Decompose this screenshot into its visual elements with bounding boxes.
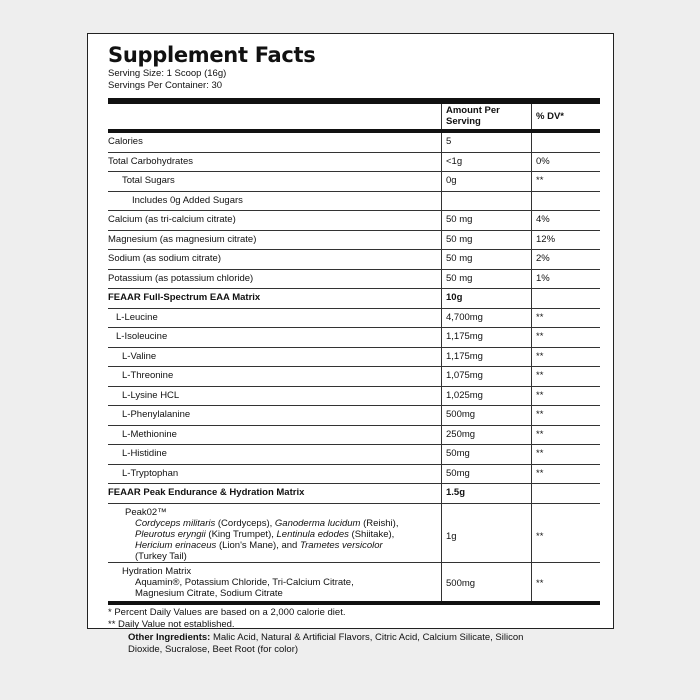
peak02-name: Peak02™ <box>125 506 167 518</box>
table-row <box>108 133 600 153</box>
column-header-row <box>108 104 600 129</box>
serving-size: Serving Size: 1 Scoop (16g) <box>108 68 227 79</box>
peak02-dv: ** <box>536 530 544 542</box>
table-row <box>108 192 600 212</box>
table-row <box>108 328 600 348</box>
nutrient-name: Total Carbohydrates <box>108 155 194 167</box>
dv-header: % DV* <box>536 111 564 122</box>
table-row <box>108 270 600 290</box>
nutrient-dv: ** <box>536 311 544 323</box>
nutrient-dv: ** <box>536 428 544 440</box>
hydration-block <box>108 563 600 601</box>
table-row <box>108 289 600 309</box>
nutrient-name: L-Phenylalanine <box>122 409 191 420</box>
nutrient-dv: 2% <box>536 253 550 264</box>
peak02-amount: 1g <box>446 530 457 542</box>
nutrient-name: Includes 0g Added Sugars <box>132 194 243 206</box>
nutrient-amount: 1.5g <box>446 487 466 498</box>
nutrient-dv: ** <box>536 175 544 186</box>
table-row <box>108 387 600 407</box>
facts-title: Supplement Facts <box>108 43 316 67</box>
hydration-ingredients: Aquamin®, Potassium Chloride, Tri-Calcium Citrate, Magnesium Citrate, Sodium Citrate <box>135 576 354 599</box>
hydration-dv: ** <box>536 577 544 589</box>
table-row <box>108 406 600 426</box>
table-row <box>108 309 600 329</box>
nutrient-amount: 1,075mg <box>446 370 483 381</box>
table-row <box>108 250 600 270</box>
other-ingredients-text: Malic Acid, Natural & Artificial Flavors, Citric Acid, Calcium Silicate, Silicon Dioxide, Sucralose, Beet Root (for color) <box>128 632 524 655</box>
nutrient-dv: ** <box>536 370 544 381</box>
nutrient-amount: 4,700mg <box>446 311 483 323</box>
nutrient-dv: ** <box>536 331 544 342</box>
nutrient-name: L-Methionine <box>122 428 177 440</box>
nutrient-amount: 50 mg <box>446 233 473 245</box>
nutrient-amount: 5 <box>446 136 452 147</box>
peak02-block <box>108 504 600 563</box>
nutrient-amount: 500mg <box>446 409 476 420</box>
nutrient-name: Total Sugars <box>122 175 175 186</box>
hydration-name: Hydration Matrix <box>122 565 192 577</box>
nutrient-name: L-Leucine <box>116 311 158 323</box>
table-row <box>108 348 600 368</box>
table-row <box>108 367 600 387</box>
other-ingredients-label: Other Ingredients: <box>128 632 211 643</box>
nutrient-name: Magnesium (as magnesium citrate) <box>108 233 257 245</box>
nutrient-amount: 10g <box>446 292 463 303</box>
nutrient-name: L-Tryptophan <box>122 467 179 479</box>
facts-content <box>108 42 600 631</box>
nutrient-amount: 50 mg <box>446 253 473 264</box>
nutrient-amount: 1,175mg <box>446 331 483 342</box>
nutrient-amount: 50mg <box>446 467 470 479</box>
hydration-amount: 500mg <box>446 577 476 589</box>
nutrient-amount: 50mg <box>446 448 470 459</box>
table-row <box>108 426 600 446</box>
nutrient-dv: ** <box>536 409 544 420</box>
nutrient-amount: 50 mg <box>446 272 473 284</box>
nutrient-dv: ** <box>536 350 544 362</box>
nutrient-dv: 4% <box>536 214 550 225</box>
nutrient-name: FEAAR Peak Endurance & Hydration Matrix <box>108 487 305 498</box>
footnotes <box>108 605 600 631</box>
nutrient-name: FEAAR Full-Spectrum EAA Matrix <box>108 292 261 303</box>
table-row <box>108 231 600 251</box>
nutrient-name: L-Threonine <box>122 370 174 381</box>
peak02-ingredients: Cordyceps militaris (Cordyceps), Ganoderma lucidum (Reishi), Pleurotus eryngii (King Trumpet), Lentinula edodes (Shiitake), Hericium erinaceus (Lion's Mane), and Trametes versicolor (Turkey Tail) <box>135 517 399 562</box>
nutrient-amount: 0g <box>446 175 457 186</box>
nutrient-name: Potassium (as potassium chloride) <box>108 272 254 284</box>
amount-header: Amount Per Serving <box>446 105 500 127</box>
other-ingredients <box>128 632 548 656</box>
nutrient-name: L-Histidine <box>122 448 167 459</box>
nutrient-dv: ** <box>536 448 544 459</box>
nutrient-amount: 50 mg <box>446 214 473 225</box>
nutrient-name: L-Lysine HCL <box>122 389 180 401</box>
nutrient-name: Calories <box>108 136 143 147</box>
table-row <box>108 445 600 465</box>
nutrient-name: L-Isoleucine <box>116 331 168 342</box>
nutrient-amount: 1,025mg <box>446 389 483 401</box>
table-row <box>108 465 600 485</box>
nutrient-dv: ** <box>536 389 544 401</box>
nutrient-dv: ** <box>536 467 544 479</box>
nutrient-amount: 1,175mg <box>446 350 483 362</box>
nutrient-amount: <1g <box>446 155 463 167</box>
servings-per-container: Servings Per Container: 30 <box>108 80 223 91</box>
table-row <box>108 211 600 231</box>
nutrient-name: Sodium (as sodium citrate) <box>108 253 221 264</box>
table-row <box>108 172 600 192</box>
nutrient-dv: 0% <box>536 155 550 167</box>
nutrient-dv: 12% <box>536 233 556 245</box>
nutrient-rows <box>108 133 600 504</box>
nutrient-amount: 250mg <box>446 428 476 440</box>
nutrient-name: L-Valine <box>122 350 157 362</box>
nutrient-dv: 1% <box>536 272 550 284</box>
nutrient-name: Calcium (as tri-calcium citrate) <box>108 214 236 225</box>
supplement-facts-panel <box>87 33 614 629</box>
table-row <box>108 484 600 504</box>
footnote-not-established: ** Daily Value not established. <box>108 618 235 630</box>
table-row <box>108 153 600 173</box>
footnote-dv: * Percent Daily Values are based on a 2,000 calorie diet. <box>108 606 346 618</box>
